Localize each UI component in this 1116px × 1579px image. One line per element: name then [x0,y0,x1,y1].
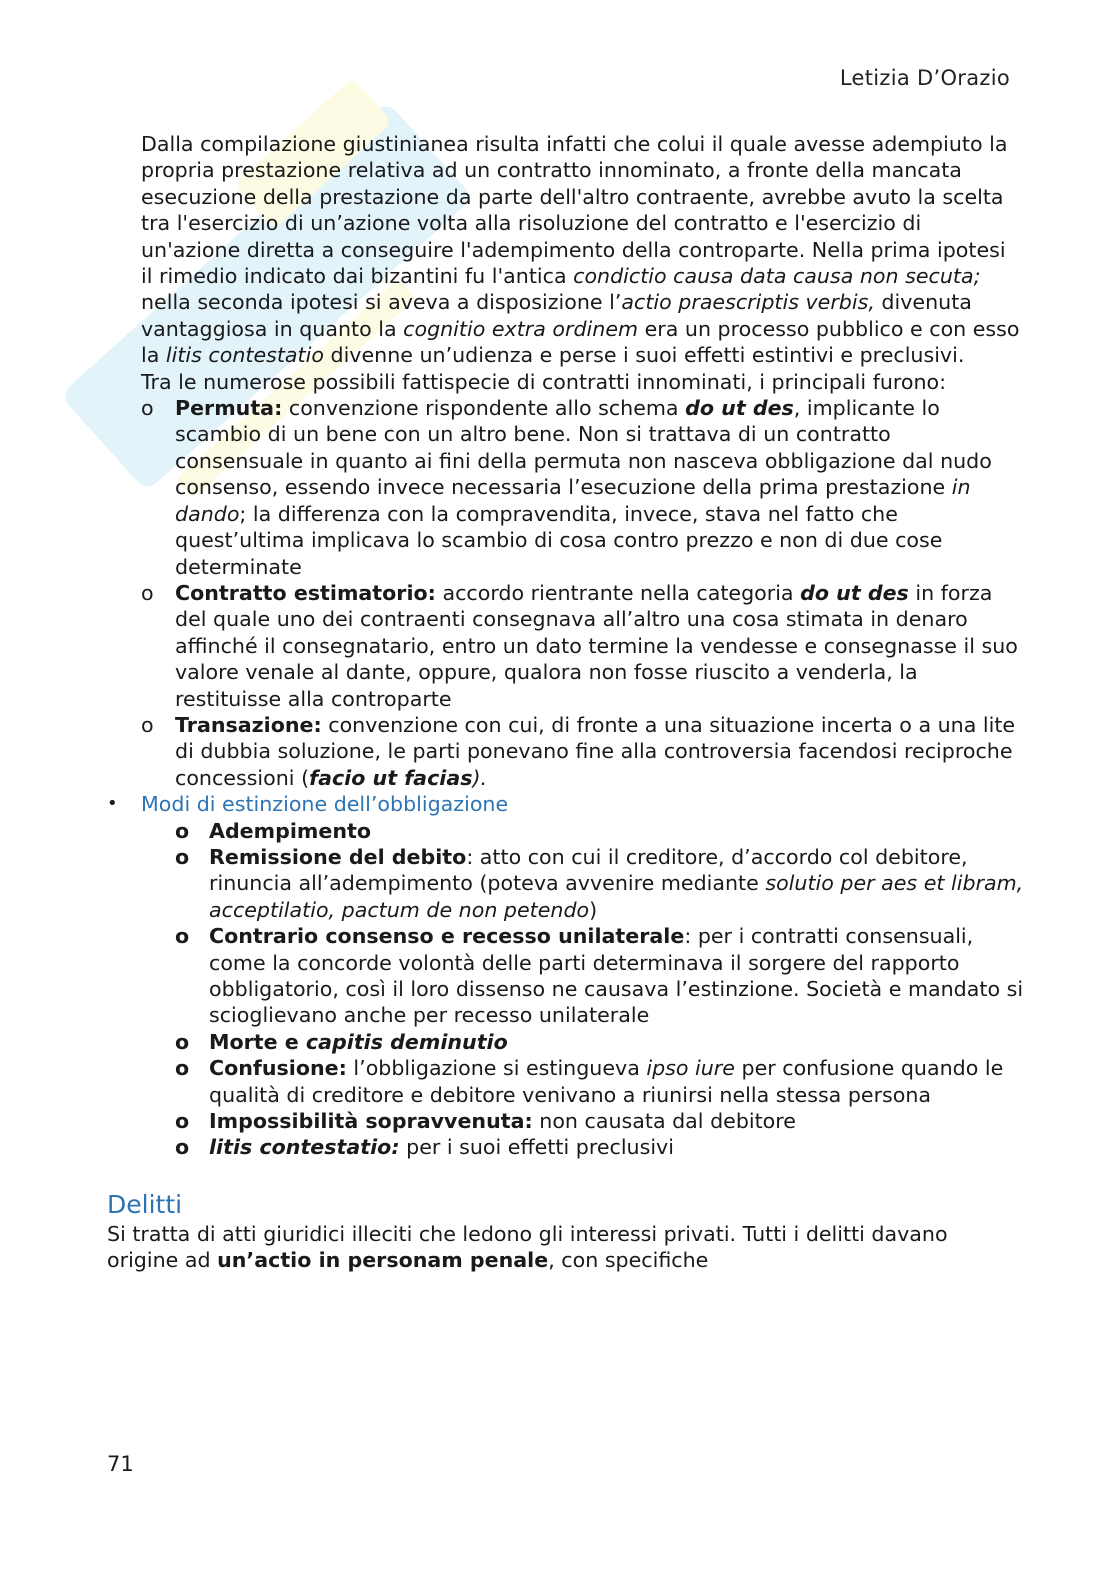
list-item: o Morte e capitis deminutio [175,1029,508,1054]
intro-paragraph: Dalla compilazione giustinianea risulta infatti che colui il quale avesse adempiuto la propria prestazione relativa ad un contratto innominato, a fronte della mancata esecuzione della prestazione da parte dell'altro contraente, avrebbe avuto la scelta tra l'esercizio di un’azione volta alla risoluzione del contratto e l'esercizio di un'azione diretta a conseguire l'adempimento della controparte. Nella prima ipotesi il rimedio indicato dai bizantini fu l'antica condictio causa data causa non secuta; nella seconda ipotesi si aveva a disposizione l’actio praescriptis verbis, divenuta vantaggiosa in quanto la cognitio extra ordinem era un processo pubblico e con esso la litis contestatio divenne un’udienza e perse i suoi effetti estintivi e preclusivi. [141,132,1020,368]
header-author: Letizia D’Orazio [839,66,1010,90]
circle-bullet-icon: o [141,396,154,421]
circle-bullet-icon: o [175,1135,190,1160]
list-item: o Adempimento [175,818,371,843]
contracts-list [141,395,1021,791]
bullet-icon: • [107,793,118,815]
list-item: o Impossibilità sopravvenuta: non causata dal debitore [175,1109,796,1134]
list-item: o litis contestatio: per i suoi effetti preclusivi [175,1135,674,1160]
list-item: o Contratto estimatorio: accordo rientrante nella categoria do ut des in forza del quale uno dei contraenti consegnava all’altro una cosa stimata in denaro affinché il consegnatario, entro un dato termine la vendesse e consegnasse il suo valore venale al dante, oppure, qualora non fosse riuscito a venderla, la restituisse alla controparte [141,580,1018,711]
circle-bullet-icon: o [175,924,190,949]
list-item: o Remissione del debito: atto con cui il creditore, d’accordo col debitore, rinuncia all’adempimento (poteva avvenire mediante solutio per aes et libram, acceptilatio, pactum de non petendo) [175,844,1024,922]
intro-block [141,131,1021,395]
page-number: 71 [107,1452,134,1476]
delitti-paragraph: Si tratta di atti giuridici illeciti che ledono gli interessi privati. Tutti i delitti davano origine ad un’actio in personam penale, con specifiche [107,1221,948,1273]
list-item: o Confusione: l’obbligazione si estingueva ipso iure per confusione quando le qualità di creditore e debitore venivano a riunirsi nella stessa persona [175,1056,1004,1107]
extinction-heading: • Modi di estinzione dell’obbligazione [107,792,509,817]
page-content [0,131,1116,1274]
list-item: o Permuta: convenzione rispondente allo schema do ut des, implicante lo scambio di un bene con un altro bene. Non si trattava di un contratto consensuale in quanto ai fini della permuta non nasceva obbligazione dal nudo consenso, essendo invece necessaria l’esecuzione della prima prestazione in dando; la differenza con la compravendita, invece, stava nel fatto che quest’ultima implicava lo scambio di cosa contro prezzo e non di due cose determinate [141,396,992,579]
circle-bullet-icon: o [175,1029,190,1054]
list-item: o Transazione: convenzione con cui, di fronte a una situazione incerta o a una lite di dubbia soluzione, le parti ponevano fine alla controversia facendosi reciproche concessioni (facio ut facias). [141,712,1016,790]
circle-bullet-icon: o [175,818,190,843]
circle-bullet-icon: o [175,844,190,869]
extinction-list [175,818,1025,1161]
section-title-delitti: Delitti [107,1189,183,1219]
circle-bullet-icon: o [175,1056,190,1081]
circle-bullet-icon: o [141,580,154,605]
circle-bullet-icon: o [175,1109,190,1134]
intro-paragraph-2: Tra le numerose possibili fattispecie di contratti innominati, i principali furono: [141,369,947,394]
circle-bullet-icon: o [141,712,154,737]
list-item: o Contrario consenso e recesso unilaterale: per i contratti consensuali, come la concorde volontà delle parti determinava il sorgere del rapporto obbligatorio, così il loro dissenso ne causava l’estinzione. Società e mandato si scioglievano anche per recesso unilaterale [175,924,1024,1028]
